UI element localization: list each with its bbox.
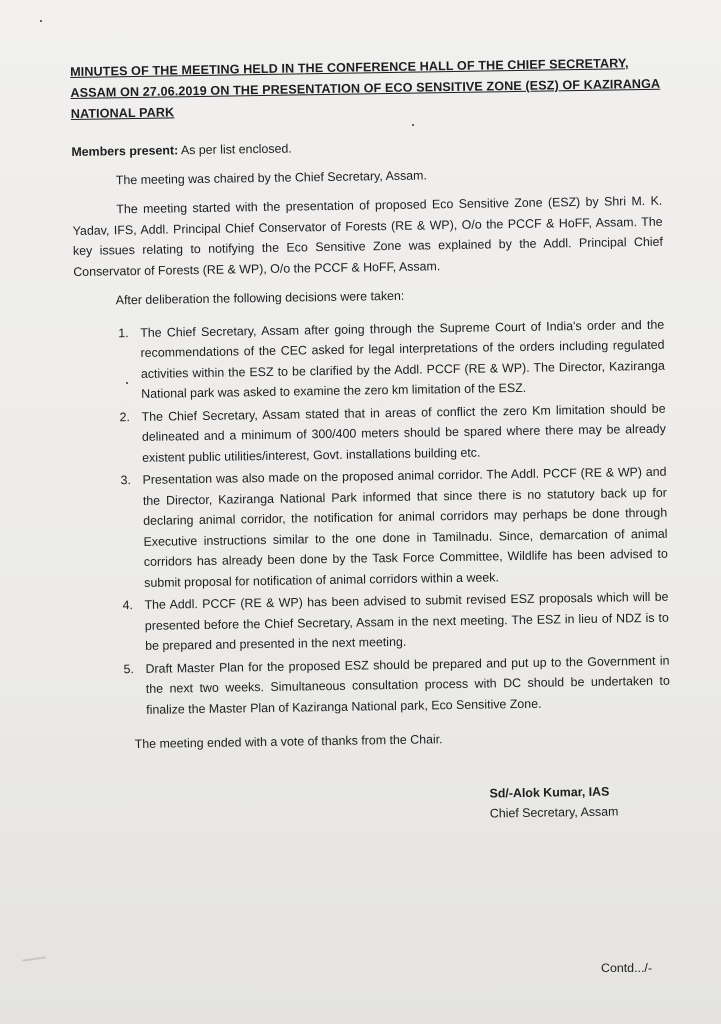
decision-number: 1. bbox=[118, 325, 129, 340]
decision-number: 4. bbox=[122, 598, 133, 613]
decision-text: Presentation was also made on the proposed animal corridor. The Addl. PCCF (RE & WP) and the Director, Kaziranga National Park informed that since there is no statutory back up for declaring animal corridor, the notification for animal corridors may perhaps be done through Executive instructions similar to the one done in Tamilnadu. Since, demarcation of animal corridors has already been done by the Task Force Committee, Wildlife has been advised to submit proposal for notification of animal corridors within a week. bbox=[142, 464, 668, 590]
decision-item bbox=[118, 314, 665, 404]
minutes-document bbox=[70, 53, 672, 831]
signatory-title: Chief Secretary, Assam bbox=[489, 804, 619, 821]
decision-item bbox=[122, 587, 669, 657]
decision-text: The Addl. PCCF (RE & WP) has been advised to submit revised ESZ proposals which will be presented before the Chief Secretary, Assam in the next meeting. The ESZ in lieu of NDZ is to be prepared and presented in the next meeting. bbox=[144, 589, 669, 653]
decisions-lead: After deliberation the following decisions were taken: bbox=[115, 288, 405, 308]
presentation-paragraph: The meeting started with the presentation of proposed Eco Sensitive Zone (ESZ) by Shri M. K. Yadav, IFS, Addl. Principal Chief Conservator of Forests (RE & WP), O/o the PCCF & HoFF, Assam. The key issues relating to notifying the Eco Sensitive Zone was explained by the Addl. Principal Chief Conservator of Forests (RE & WP), O/o the PCCF & HoFF, Assam. bbox=[72, 193, 664, 279]
decisions-list bbox=[74, 314, 670, 721]
signature-block bbox=[489, 780, 672, 824]
chair-paragraph: The meeting was chaired by the Chief Secretary, Assam. bbox=[115, 167, 427, 187]
decision-text: The Chief Secretary, Assam stated that in areas of conflict the zero Km limitation should be delineated and a minimum of 300/400 meters should be spared where there may be already existent public utilities/interest, Govt. installations building etc. bbox=[141, 401, 666, 465]
decision-number: 2. bbox=[119, 409, 131, 424]
continued-marker: Contd.../- bbox=[601, 961, 652, 975]
decision-text: The Chief Secretary, Assam after going through the Supreme Court of India's order and the recommendations of the CEC asked for legal interpretations of the orders including regulated activities within the ESZ to be clarified by the Addl. PCCF (RE & WP). The Director, Kaziranga National park was asked to examine the zero km limitation of the ESZ. bbox=[140, 317, 665, 401]
decision-number: 3. bbox=[120, 473, 132, 488]
decision-item bbox=[120, 462, 668, 593]
signatory-name: Sd/-Alok Kumar, IAS bbox=[489, 784, 610, 800]
decision-item bbox=[119, 398, 666, 468]
decision-text: Draft Master Plan for the proposed ESZ should be prepared and put up to the Government in the next two weeks. Simultaneous consultation process with DC should be undertaken to finalize the Master Plan of Kaziranga National park, Eco Sensitive Zone. bbox=[145, 653, 670, 717]
smudge-mark bbox=[22, 956, 46, 961]
members-present bbox=[71, 133, 661, 163]
members-value: As per list enclosed. bbox=[180, 141, 292, 158]
document-title: MINUTES OF THE MEETING HELD IN THE CONFERENCE HALL OF THE CHIEF SECRETARY, ASSAM ON 27.06.2019 ON THE PRESENTATION OF ECO SENSITIVE ZONE (ESZ) OF KAZIRANGA NATIONAL PARK bbox=[70, 56, 661, 121]
decision-item bbox=[123, 650, 670, 720]
members-label: Members present: bbox=[71, 143, 179, 159]
speck-mark bbox=[40, 20, 42, 22]
closing-line: The meeting ended with a vote of thanks from the Chair. bbox=[134, 732, 443, 752]
decision-number: 5. bbox=[123, 661, 134, 676]
